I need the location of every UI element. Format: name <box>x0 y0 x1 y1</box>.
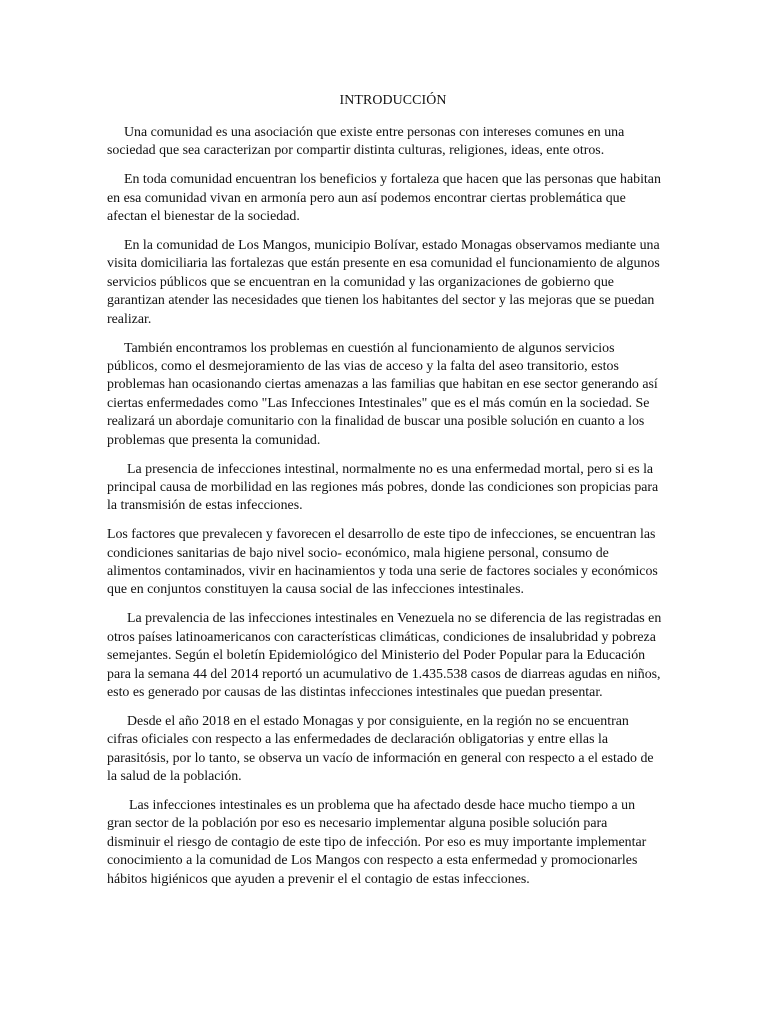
paragraph-1: Una comunidad es una asociación que existe entre personas con intereses comunes en una sociedad que sea caracterizan por compartir distinta culturas, religiones, ideas, ente otros. <box>107 125 625 159</box>
page-title: INTRODUCCIÓN <box>339 93 447 108</box>
document-body <box>107 124 662 900</box>
paragraph-7: La prevalencia de las infecciones intestinales en Venezuela no se diferencia de las registradas en otros países latinoamericanos con características climáticas, condiciones de insalubridad y pobreza semejantes. Según el boletín Epidemiológico del Ministerio del Poder Popular para la Educación para la semana 44 del 2014 reportó un acumulativo de 1.435.538 casos de diarreas agudas en niños, esto es generado por causas de las distintas infecciones intestinales que puedan presentar. <box>107 611 662 700</box>
paragraph-4: También encontramos los problemas en cuestión al funcionamiento de algunos servicios públicos, como el desmejoramiento de las vias de acceso y la falta del aseo transitorio, estos problemas han ocasionando ciertas amenazas a las familias que habitan en ese sector generando así ciertas enfermedades como "Las Infecciones Intestinales" que es el más común en la sociedad. Se realizará un abordaje comunitario con la finalidad de buscar una posible solución en cuanto a los problemas que presenta la comunidad. <box>107 340 658 448</box>
paragraph-5: La presencia de infecciones intestinal, normalmente no es una enfermedad mortal, pero si es la principal causa de morbilidad en las regiones más pobres, donde las condiciones son propicias para la transmisión de estas infecciones. <box>107 461 659 514</box>
paragraph-6: Los factores que prevalecen y favorecen el desarrollo de este tipo de infecciones, se encuentran las condiciones sanitarias de bajo nivel socio- económico, mala higiene personal, consumo de alimentos contaminados, vivir en hacinamientos y toda una serie de factores sociales y económicos que en conjuntos constituyen la causa social de las infecciones intestinales. <box>107 527 658 598</box>
paragraph-2: En toda comunidad encuentran los beneficios y fortaleza que hacen que las personas que habitan en esa comunidad vivan en armonía pero aun así podemos encontrar ciertas problemática que afectan el bienestar de la sociedad. <box>107 172 661 225</box>
paragraph-9: Las infecciones intestinales es un problema que ha afectado desde hace mucho tiempo a un gran sector de la población por eso es necesario implementar alguna posible solución para disminuir el riesgo de contagio de este tipo de infección. Por eso es muy importante implementar conocimiento a la comunidad de Los Mangos con respecto a esta enfermedad y promocionarles hábitos higiénicos que ayuden a prevenir el el contagio de estas infecciones. <box>107 798 647 887</box>
paragraph-8: Desde el año 2018 en el estado Monagas y por consiguiente, en la región no se encuentran cifras oficiales con respecto a las enfermedades de declaración obligatorias y entre ellas la parasitósis, por lo tanto, se observa un vacío de información en general con respecto a el estado de la salud de la población. <box>107 713 654 785</box>
paragraph-3: En la comunidad de Los Mangos, municipio Bolívar, estado Monagas observamos mediante una visita domiciliaria las fortalezas que están presente en esa comunidad el funcionamiento de algunos servicios públicos que se encuentran en la comunidad y las organizaciones de gobierno que garantizan atender las necesidades que tienen los habitantes del sector y las mejoras que se puedan realizar. <box>107 238 660 327</box>
